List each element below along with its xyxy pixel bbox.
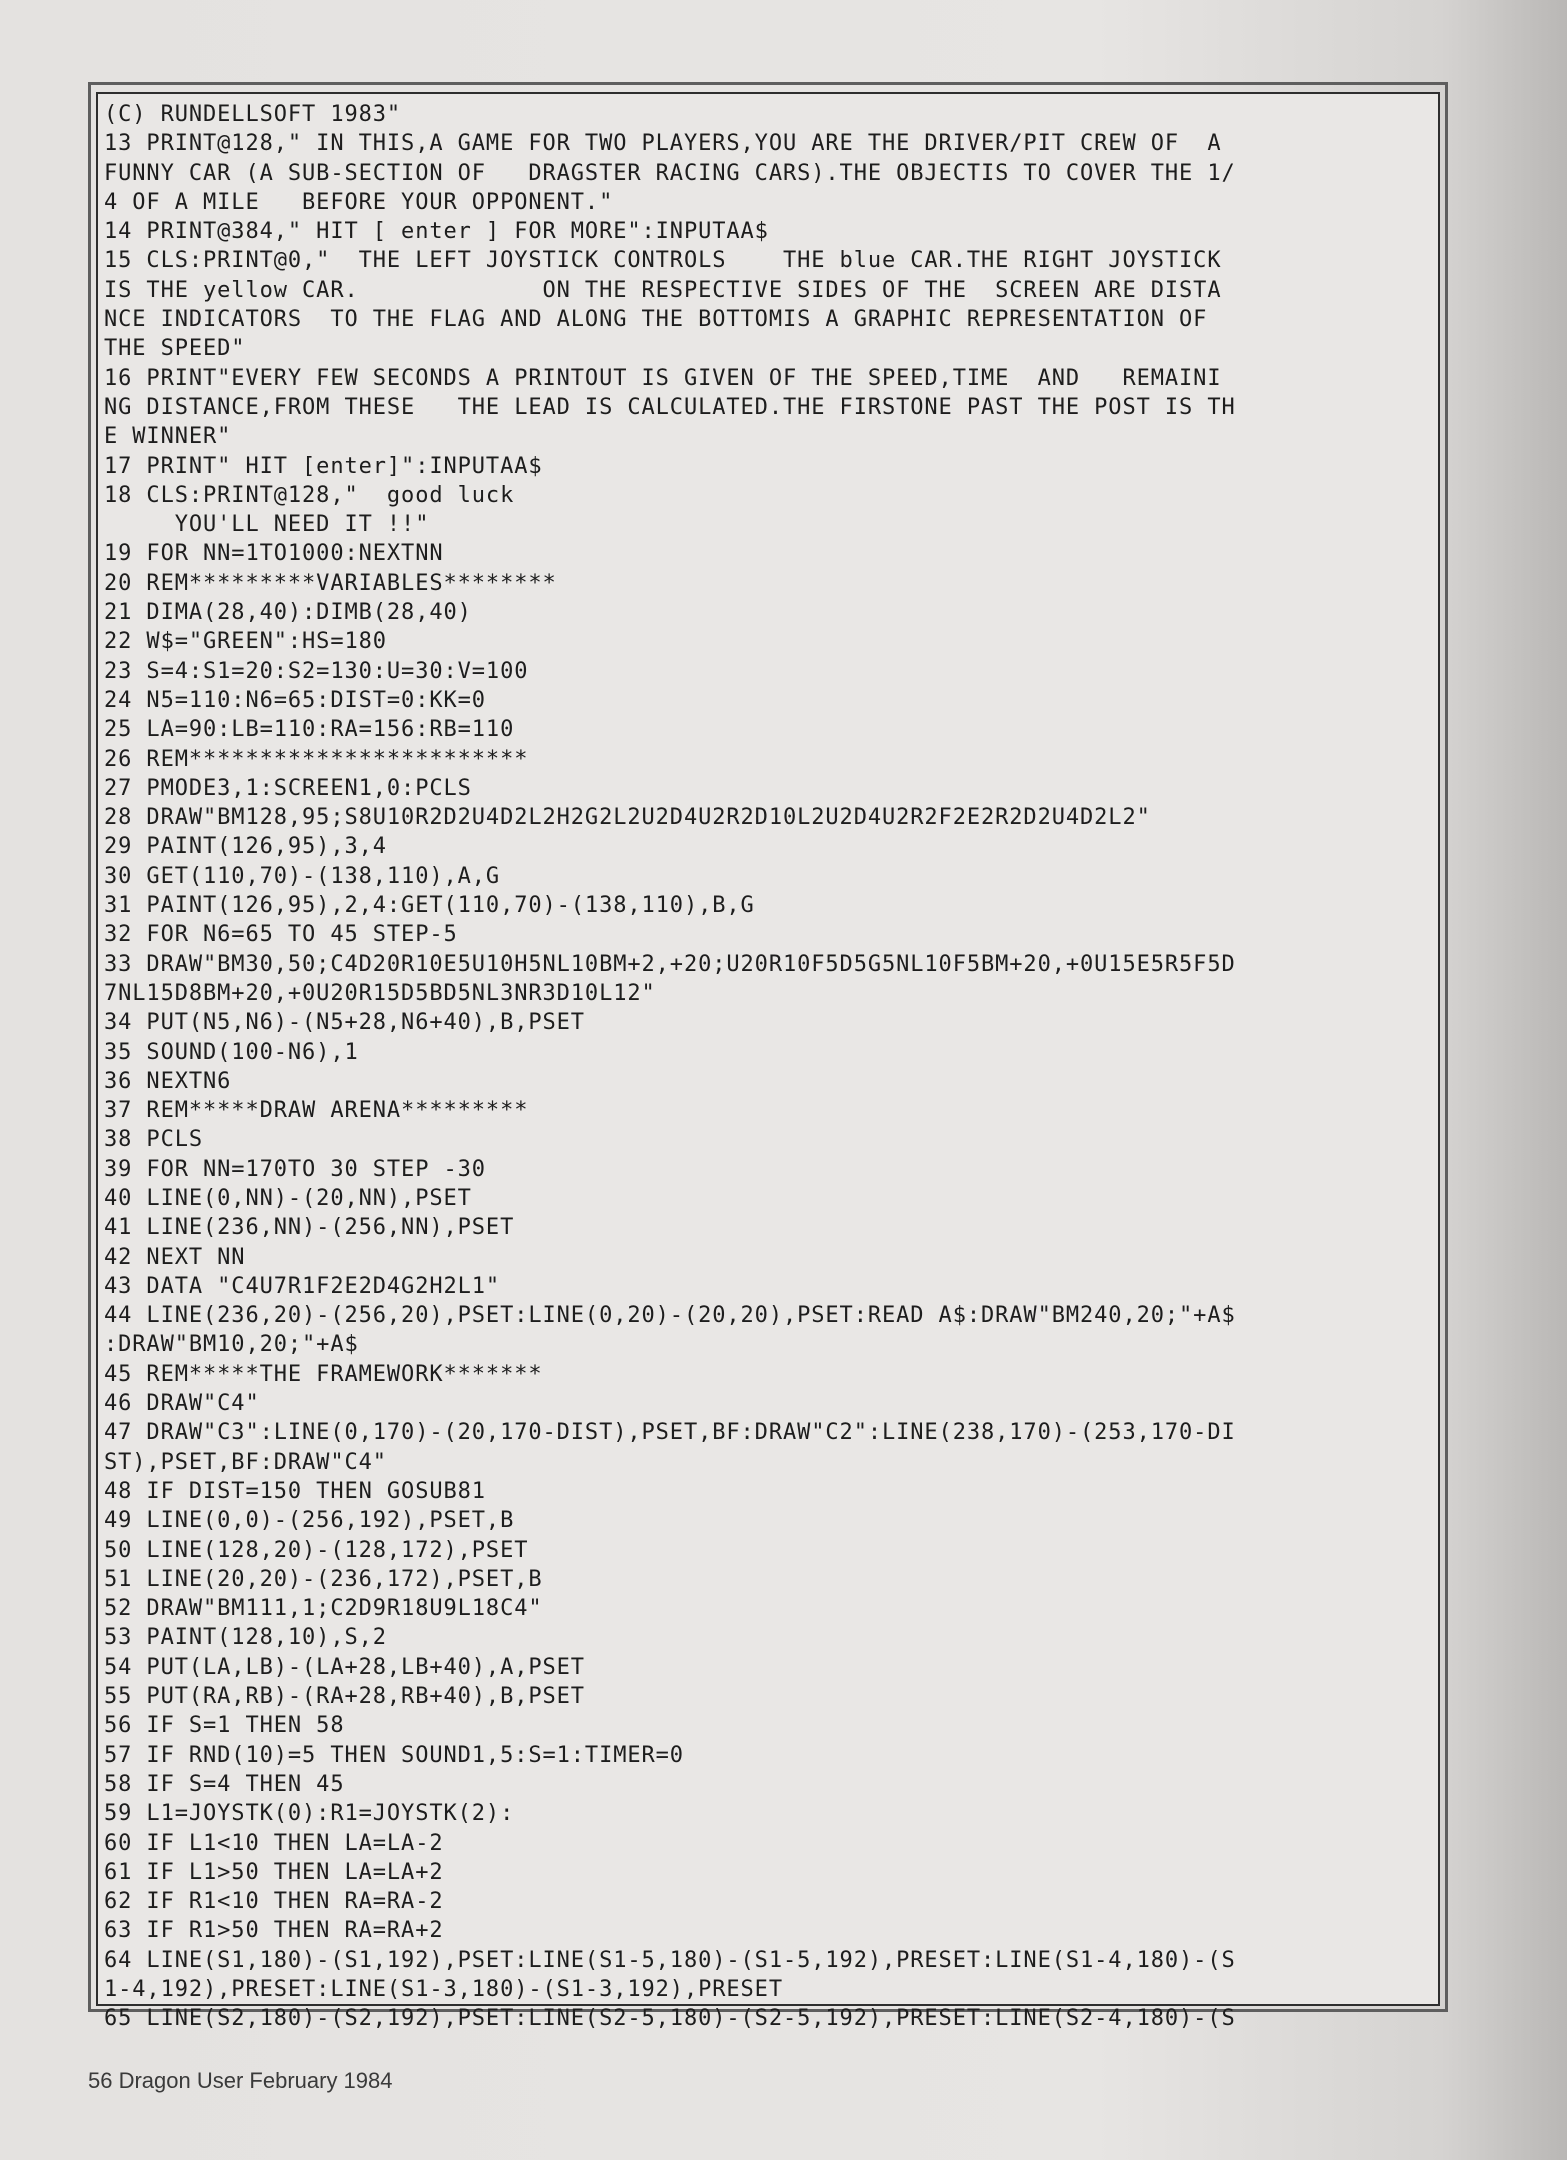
code-line: 32 FOR N6=65 TO 45 STEP-5 (104, 922, 458, 948)
code-line: 29 PAINT(126,95),3,4 (104, 834, 387, 860)
code-line: 23 S=4:S1=20:S2=130:U=30:V=100 (104, 658, 529, 684)
code-line: 15 CLS:PRINT@0," THE LEFT JOYSTICK CONTROLS THE blue CAR.THE RIGHT JOYSTICK (104, 248, 1222, 274)
code-line: 43 DATA "C4U7R1F2E2D4G2H2L1" (104, 1273, 501, 1299)
code-line: 25 LA=90:LB=110:RA=156:RB=110 (104, 717, 515, 743)
code-line: 31 PAINT(126,95),2,4:GET(110,70)-(138,110),B,G (104, 893, 755, 919)
code-line: 17 PRINT" HIT [enter]":INPUTAA$ (104, 453, 543, 479)
code-line: 48 IF DIST=150 THEN GOSUB81 (104, 1478, 486, 1504)
code-line: 54 PUT(LA,LB)-(LA+28,LB+40),A,PSET (104, 1654, 585, 1680)
code-line: 41 LINE(236,NN)-(256,NN),PSET (104, 1215, 515, 1241)
code-line: ST),PSET,BF:DRAW"C4" (104, 1449, 387, 1475)
code-line: YOU'LL NEED IT !!" (104, 512, 430, 538)
program-listing (104, 100, 1434, 2034)
code-line: E WINNER" (104, 424, 232, 450)
code-line: 57 IF RND(10)=5 THEN SOUND1,5:S=1:TIMER=0 (104, 1742, 684, 1768)
code-line: IS THE yellow CAR. ON THE RESPECTIVE SIDES OF THE SCREEN ARE DISTA (104, 277, 1222, 303)
code-line: 65 LINE(S2,180)-(S2,192),PSET:LINE(S2-5,180)-(S2-5,192),PRESET:LINE(S2-4,180)-(S (104, 2006, 1236, 2032)
code-line: 27 PMODE3,1:SCREEN1,0:PCLS (104, 775, 472, 801)
code-line: 21 DIMA(28,40):DIMB(28,40) (104, 600, 472, 626)
code-line: 16 PRINT"EVERY FEW SECONDS A PRINTOUT IS GIVEN OF THE SPEED,TIME AND REMAINI (104, 365, 1222, 391)
code-line: 60 IF L1<10 THEN LA=LA-2 (104, 1830, 444, 1856)
code-line: 52 DRAW"BM111,1;C2D9R18U9L18C4" (104, 1596, 543, 1622)
code-line: 39 FOR NN=170TO 30 STEP -30 (104, 1156, 486, 1182)
code-line: 62 IF R1<10 THEN RA=RA-2 (104, 1889, 444, 1915)
code-line: 36 NEXTN6 (104, 1068, 232, 1094)
code-line: NG DISTANCE,FROM THESE THE LEAD IS CALCULATED.THE FIRSTONE PAST THE POST IS TH (104, 394, 1236, 420)
code-line: 37 REM*****DRAW ARENA********* (104, 1098, 529, 1124)
code-line: 63 IF R1>50 THEN RA=RA+2 (104, 1918, 444, 1944)
code-line: 40 LINE(0,NN)-(20,NN),PSET (104, 1185, 472, 1211)
code-line: 4 OF A MILE BEFORE YOUR OPPONENT." (104, 189, 614, 215)
code-line: 59 L1=JOYSTK(0):R1=JOYSTK(2): (104, 1801, 515, 1827)
code-line: NCE INDICATORS TO THE FLAG AND ALONG THE BOTTOMIS A GRAPHIC REPRESENTATION OF (104, 307, 1208, 333)
code-line: 28 DRAW"BM128,95;S8U10R2D2U4D2L2H2G2L2U2D4U2R2D10L2U2D4U2R2F2E2R2D2U4D2L2" (104, 805, 1151, 831)
code-line: 34 PUT(N5,N6)-(N5+28,N6+40),B,PSET (104, 1010, 585, 1036)
code-line: 56 IF S=1 THEN 58 (104, 1713, 345, 1739)
code-line: 24 N5=110:N6=65:DIST=0:KK=0 (104, 687, 486, 713)
code-line: 64 LINE(S1,180)-(S1,192),PSET:LINE(S1-5,180)-(S1-5,192),PRESET:LINE(S1-4,180)-(S (104, 1947, 1236, 1973)
code-line: 14 PRINT@384," HIT [ enter ] FOR MORE":INPUTAA$ (104, 219, 769, 245)
code-line: 51 LINE(20,20)-(236,172),PSET,B (104, 1566, 543, 1592)
code-line: 35 SOUND(100-N6),1 (104, 1039, 359, 1065)
code-line: 26 REM************************ (104, 746, 529, 772)
page-footer: 56 Dragon User February 1984 (88, 2068, 393, 2093)
code-line: 18 CLS:PRINT@128," good luck (104, 482, 515, 508)
code-line: 53 PAINT(128,10),S,2 (104, 1625, 387, 1651)
code-line: 55 PUT(RA,RB)-(RA+28,RB+40),B,PSET (104, 1684, 585, 1710)
code-line: 1-4,192),PRESET:LINE(S1-3,180)-(S1-3,192),PRESET (104, 1977, 783, 2002)
code-line: 38 PCLS (104, 1127, 204, 1153)
code-line: 20 REM*********VARIABLES******** (104, 570, 557, 596)
code-line: THE SPEED" (104, 336, 246, 362)
code-line: 45 REM*****THE FRAMEWORK******* (104, 1361, 543, 1387)
code-line: 19 FOR NN=1TO1000:NEXTNN (104, 541, 444, 567)
code-line: (C) RUNDELLSOFT 1983" (104, 102, 402, 127)
code-line: 30 GET(110,70)-(138,110),A,G (104, 863, 501, 889)
code-line: 7NL15D8BM+20,+0U20R15D5BD5NL3NR3D10L12" (104, 980, 656, 1006)
code-line: :DRAW"BM10,20;"+A$ (104, 1332, 359, 1358)
code-line: 33 DRAW"BM30,50;C4D20R10E5U10H5NL10BM+2,+20;U20R10F5D5G5NL10F5BM+20,+0U15E5R5F5D (104, 951, 1236, 977)
code-line: 61 IF L1>50 THEN LA=LA+2 (104, 1859, 444, 1885)
code-line: 44 LINE(236,20)-(256,20),PSET:LINE(0,20)-(20,20),PSET:READ A$:DRAW"BM240,20;"+A$ (104, 1303, 1236, 1329)
code-line: 58 IF S=4 THEN 45 (104, 1771, 345, 1797)
code-line: 47 DRAW"C3":LINE(0,170)-(20,170-DIST),PSET,BF:DRAW"C2":LINE(238,170)-(253,170-DI (104, 1420, 1236, 1446)
code-line: FUNNY CAR (A SUB-SECTION OF DRAGSTER RACING CARS).THE OBJECTIS TO COVER THE 1/ (104, 160, 1236, 186)
code-line: 49 LINE(0,0)-(256,192),PSET,B (104, 1508, 515, 1534)
code-line: 13 PRINT@128," IN THIS,A GAME FOR TWO PLAYERS,YOU ARE THE DRIVER/PIT CREW OF A (104, 131, 1222, 157)
code-line: 22 W$="GREEN":HS=180 (104, 629, 387, 655)
code-line: 46 DRAW"C4" (104, 1391, 260, 1417)
code-line: 42 NEXT NN (104, 1244, 246, 1270)
code-line: 50 LINE(128,20)-(128,172),PSET (104, 1537, 529, 1563)
